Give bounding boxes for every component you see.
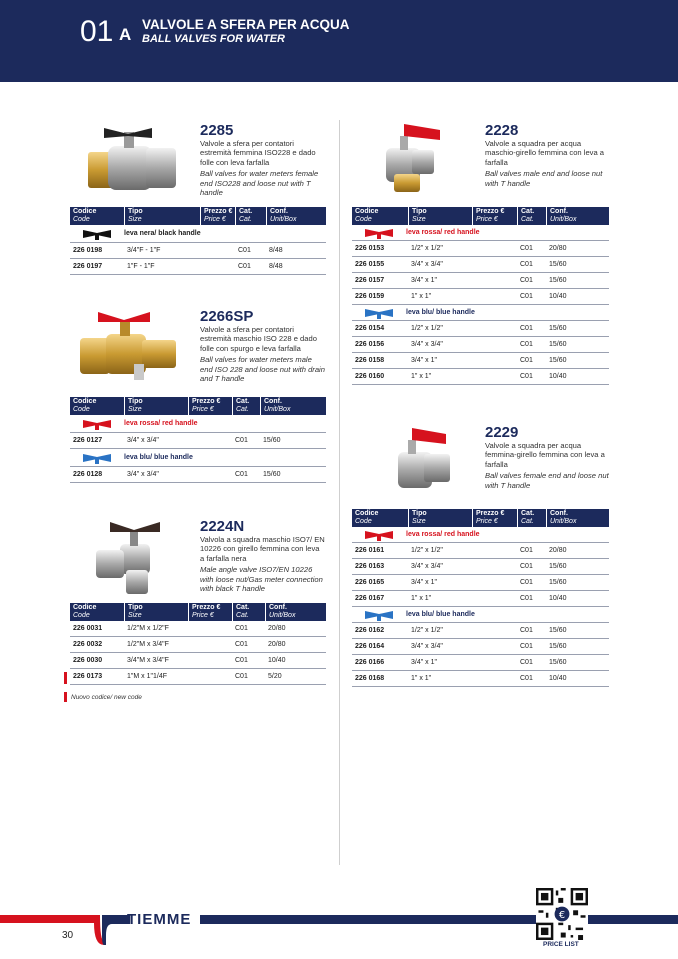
header-bar — [0, 0, 678, 82]
price-table-2285 — [70, 207, 326, 275]
red-handle-icon — [70, 418, 124, 430]
table-row: 226 0031 1/2"M x 1/2"F C01 20/80 — [70, 621, 326, 637]
product-description-2228: Valvole a squadra per acqua maschio-girello femmina con leva a farfalla Ball valves male end and loose nut with T handle — [485, 139, 605, 188]
table-row: 226 0153 1/2" x 1/2" C01 20/80 — [352, 241, 609, 257]
handle-row-blue: leva blu/ blue handle — [352, 607, 609, 623]
table-row-new: 226 0173 1"M x 1"1/4F C01 5/20 — [70, 669, 326, 685]
table-row: 226 0164 3/4" x 3/4" C01 15/60 — [352, 639, 609, 655]
table-row: 226 0128 3/4" x 3/4" C01 15/60 — [70, 467, 326, 483]
handle-row-red: leva rossa/ red handle — [352, 527, 609, 543]
black-handle-icon — [70, 228, 124, 240]
new-code-marker — [64, 672, 67, 684]
section-title: VALVOLE A SFERA PER ACQUA — [142, 17, 350, 32]
product-image-2229 — [390, 426, 470, 498]
price-list-label: PRICE LIST — [543, 941, 579, 948]
table-row: 226 0157 3/4" x 1" C01 15/60 — [352, 273, 609, 289]
brand-logo: TIEMME — [127, 911, 192, 928]
blue-handle-icon — [70, 452, 124, 464]
table-row: 226 0166 3/4" x 1" C01 15/60 — [352, 655, 609, 671]
price-table-2224N — [70, 603, 326, 685]
table-row: 226 0032 1/2"M x 3/4"F C01 20/80 — [70, 637, 326, 653]
svg-text:€: € — [558, 910, 566, 922]
red-handle-icon — [352, 529, 406, 541]
table-row: 226 0154 1/2" x 1/2" C01 15/60 — [352, 321, 609, 337]
section-subtitle: BALL VALVES FOR WATER — [142, 33, 286, 45]
table-row: 226 0030 3/4"M x 3/4"F C01 10/40 — [70, 653, 326, 669]
product-image-2224N — [92, 520, 176, 596]
section-letter: A — [119, 25, 132, 44]
table-row: 226 0158 3/4" x 1" C01 15/60 — [352, 353, 609, 369]
product-code-2224N: 2224N — [200, 518, 245, 535]
product-code-2228: 2228 — [485, 122, 519, 139]
table-header: Codice Code Tipo Size Prezzo € Price € Cat. Cat. Conf. Unit/Box — [352, 207, 609, 225]
product-description-2229: Valvole a squadra per acqua femmina-girello femmina con leva a farfalla Ball valves female end and loose nut with T handle — [485, 441, 609, 490]
product-image-2285 — [84, 122, 182, 194]
product-description-2224N: Valvola a squadra maschio ISO7/ EN 10226 con girello femmina con leva a farfalla nera Male angle valve ISO7/EN 10226 with loose nut/Gas meter connection with black T handle — [200, 535, 325, 594]
table-row: 226 0197 1"F - 1"F C01 8/48 — [70, 259, 326, 275]
price-table-2229 — [352, 509, 609, 687]
product-code-2285: 2285 — [200, 122, 234, 139]
product-code-2266SP: 2266SP — [200, 308, 254, 325]
price-table-2228 — [352, 207, 609, 385]
handle-row-black: leva nera/ black handle — [70, 225, 326, 243]
product-description-2285 — [200, 139, 325, 197]
new-code-marker — [64, 692, 67, 702]
section-number: 01 — [80, 15, 114, 48]
blue-handle-icon — [352, 609, 406, 621]
table-row: 226 0155 3/4" x 3/4" C01 15/60 — [352, 257, 609, 273]
blue-handle-icon — [352, 307, 406, 319]
footer-navy-stripe — [200, 915, 678, 924]
table-row: 226 0156 3/4" x 3/4" C01 15/60 — [352, 337, 609, 353]
new-code-legend: Nuovo codice/ new code — [64, 692, 142, 702]
description-en: Ball valves for water meters female end ISO228 and loose nut with T handle — [200, 169, 319, 198]
handle-row-red: leva rossa/ red handle — [352, 225, 609, 241]
table-header: Codice Code Tipo Size Prezzo € Price € Cat. Cat. Conf. Unit/Box — [70, 207, 326, 225]
handle-row-red: leva rossa/ red handle — [70, 415, 326, 433]
handle-row-blue: leva blu/ blue handle — [352, 305, 609, 321]
table-row: 226 0160 1" x 1" C01 10/40 — [352, 369, 609, 385]
table-row: 226 0168 1" x 1" C01 10/40 — [352, 671, 609, 687]
product-code-2229: 2229 — [485, 424, 519, 441]
red-handle-icon — [352, 227, 406, 239]
page-number: 30 — [62, 930, 74, 941]
qr-code-icon[interactable] — [536, 888, 588, 940]
table-row: 226 0162 1/2" x 1/2" C01 15/60 — [352, 623, 609, 639]
product-description-2266SP: Valvole a sfera per contatori estremità maschio ISO 228 e dado folle con spurgo e leva farfalla Ball valves for water meters male end ISO 228 and loose nut with drain and T handle — [200, 325, 325, 384]
table-row: 226 0161 1/2" x 1/2" C01 20/80 — [352, 543, 609, 559]
description-it: Valvole a sfera per contatori estremità femmina ISO228 e dado folle con leva farfalla — [200, 139, 316, 167]
table-row: 226 0198 3/4"F - 1"F C01 8/48 — [70, 243, 326, 259]
table-row: 226 0127 3/4" x 3/4" C01 15/60 — [70, 433, 326, 449]
footer-red-stripe — [0, 915, 95, 923]
table-row: 226 0167 1" x 1" C01 10/40 — [352, 591, 609, 607]
table-header: Codice Code Tipo Size Prezzo € Price € Cat. Cat. Conf. Unit/Box — [70, 397, 326, 415]
table-row: 226 0165 3/4" x 1" C01 15/60 — [352, 575, 609, 591]
product-image-2228 — [380, 122, 464, 194]
table-row: 226 0163 3/4" x 3/4" C01 15/60 — [352, 559, 609, 575]
table-row: 226 0159 1" x 1" C01 10/40 — [352, 289, 609, 305]
handle-row-blue: leva blu/ blue handle — [70, 449, 326, 467]
table-header: Codice Code Tipo Size Prezzo € Price € Cat. Cat. Conf. Unit/Box — [70, 603, 326, 621]
footer-curve-decoration — [90, 915, 130, 945]
column-divider — [339, 120, 340, 865]
table-header: Codice Code Tipo Size Prezzo € Price € Cat. Cat. Conf. Unit/Box — [352, 509, 609, 527]
product-image-2266SP — [78, 308, 182, 382]
price-table-2266SP — [70, 397, 326, 483]
